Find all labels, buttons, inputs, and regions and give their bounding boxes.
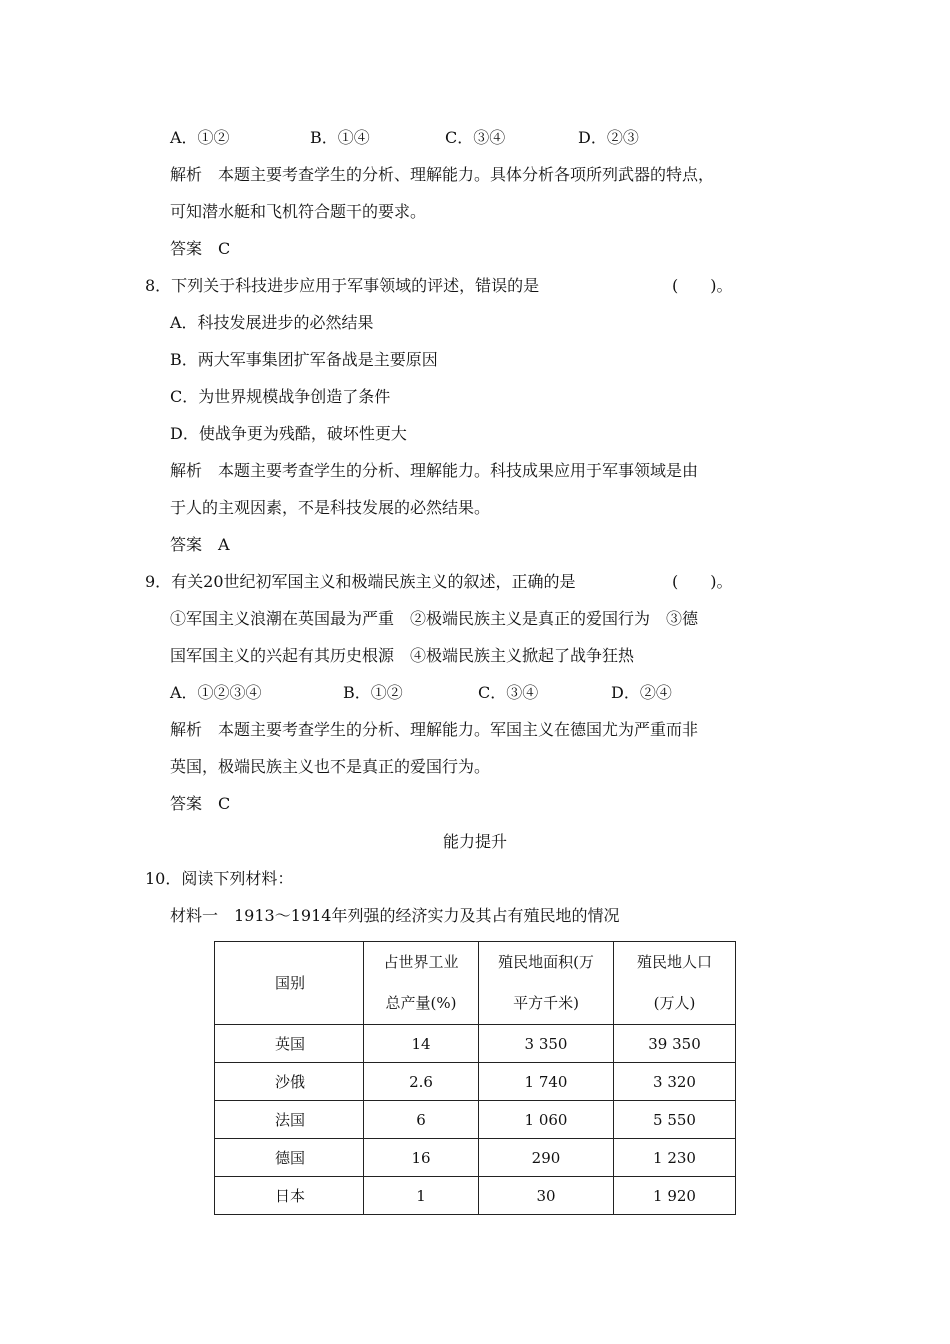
- cell-country: 法国: [215, 1101, 364, 1139]
- table-row: [215, 1177, 736, 1215]
- cell-industry: 2.6: [364, 1063, 479, 1101]
- q9-analysis-line2: 英国，极端民族主义也不是真正的爱国行为。: [170, 757, 491, 776]
- q10-stem: 10．阅读下列材料：: [145, 869, 294, 888]
- cell-industry: 16: [364, 1139, 479, 1177]
- cell-industry: 14: [364, 1025, 479, 1063]
- q7-analysis-line2: 可知潜水艇和飞机符合题干的要求。: [170, 202, 427, 221]
- cell-industry: 6: [364, 1101, 479, 1139]
- q10-material-title: 材料一 1913～1914年列强的经济实力及其占有殖民地的情况: [170, 906, 620, 925]
- q9-answer: 答案 C: [170, 794, 231, 813]
- header-population-line2: (万人): [653, 994, 696, 1012]
- header-population: [614, 942, 736, 1025]
- q8-option-a: A．科技发展进步的必然结果: [170, 313, 374, 332]
- cell-country: 沙俄: [215, 1063, 364, 1101]
- q8-answer: 答案 A: [170, 535, 230, 554]
- q9-option-c: C．③④: [478, 683, 539, 702]
- cell-population: 39 350: [614, 1025, 736, 1063]
- q9-statement-line2: 国军国主义的兴起有其历史根源 ④极端民族主义掀起了战争狂热: [170, 646, 635, 665]
- q7-option-d: D．②③: [578, 128, 639, 147]
- q9-analysis-line1: 解析 本题主要考查学生的分析、理解能力。军国主义在德国尤为严重而非: [170, 720, 699, 739]
- q8-option-b: B．两大军事集团扩军备战是主要原因: [170, 350, 438, 369]
- cell-population: 3 320: [614, 1063, 736, 1101]
- header-area-line2: 平方千米): [513, 994, 579, 1012]
- cell-country: 德国: [215, 1139, 364, 1177]
- table-row: [215, 1025, 736, 1063]
- cell-industry: 1: [364, 1177, 479, 1215]
- header-population-line1: 殖民地人口: [636, 953, 712, 971]
- cell-country: 日本: [215, 1177, 364, 1215]
- q8-option-c: C．为世界规模战争创造了条件: [170, 387, 391, 406]
- section-heading: 能力提升: [442, 832, 507, 851]
- q9-option-d: D．②④: [611, 683, 672, 702]
- header-country-text: 国别: [275, 973, 306, 992]
- header-country: [215, 942, 364, 1025]
- q9-option-b: B．①②: [343, 683, 403, 702]
- cell-country: 英国: [215, 1025, 364, 1063]
- q7-option-a: A．①②: [170, 128, 230, 147]
- q9-option-a: A．①②③④: [170, 683, 262, 702]
- q9-bracket: ( )。: [672, 572, 733, 591]
- cell-population: 1 920: [614, 1177, 736, 1215]
- cell-area: 290: [479, 1139, 614, 1177]
- q8-option-d: D．使战争更为残酷，破坏性更大: [170, 424, 407, 443]
- table-header-row: [215, 942, 736, 1025]
- cell-area: 3 350: [479, 1025, 614, 1063]
- cell-area: 1 060: [479, 1101, 614, 1139]
- colonies-table: [214, 941, 736, 1215]
- q7-option-c: C．③④: [445, 128, 506, 147]
- q8-stem: 8．下列关于科技进步应用于军事领域的评述，错误的是: [145, 276, 540, 295]
- table-row: [215, 1101, 736, 1139]
- header-industry-line2: 总产量(%): [385, 994, 457, 1012]
- q9-statement-line1: ①军国主义浪潮在英国最为严重 ②极端民族主义是真正的爱国行为 ③德: [170, 609, 699, 628]
- table-row: [215, 1139, 736, 1177]
- cell-population: 5 550: [614, 1101, 736, 1139]
- cell-area: 1 740: [479, 1063, 614, 1101]
- q9-stem: 9．有关20世纪初军国主义和极端民族主义的叙述，正确的是: [145, 572, 576, 591]
- q7-analysis-line1: 解析 本题主要考查学生的分析、理解能力。具体分析各项所列武器的特点，: [170, 165, 715, 184]
- q7-option-b: B．①④: [310, 128, 370, 147]
- table-row: [215, 1063, 736, 1101]
- q8-analysis-line1: 解析 本题主要考查学生的分析、理解能力。科技成果应用于军事领域是由: [170, 461, 699, 480]
- q7-answer: 答案 C: [170, 239, 231, 258]
- header-industry-line1: 占世界工业: [383, 953, 459, 971]
- header-area-line1: 殖民地面积(万: [498, 953, 594, 971]
- header-industry: [364, 942, 479, 1025]
- cell-area: 30: [479, 1177, 614, 1215]
- cell-population: 1 230: [614, 1139, 736, 1177]
- q8-bracket: ( )。: [672, 276, 733, 295]
- header-area: [479, 942, 614, 1025]
- q8-analysis-line2: 于人的主观因素，不是科技发展的必然结果。: [170, 498, 491, 517]
